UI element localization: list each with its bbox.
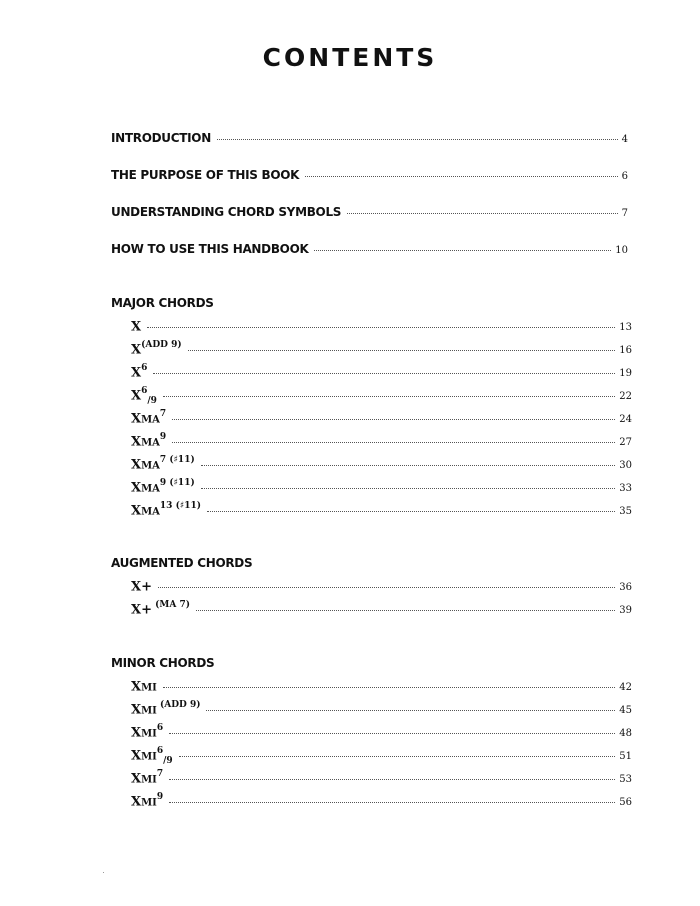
toc-entry-page: 24 (619, 414, 632, 426)
toc-entry-chord[interactable] (131, 793, 632, 809)
chord-symbol: $XMA^{7 (♯11)}$ (131, 455, 195, 473)
dot-leader (179, 756, 616, 757)
dot-leader (163, 396, 615, 397)
toc-entry-chord[interactable] (131, 678, 632, 694)
toc-entry-page: 48 (619, 728, 632, 740)
section-heading-augmented: AUGMENTED CHORDS (111, 556, 253, 570)
toc-entry-page: 19 (619, 368, 632, 380)
toc-entry-chord[interactable] (131, 502, 632, 518)
toc-entry-page: 51 (619, 751, 632, 763)
toc-entry-chord[interactable] (131, 724, 632, 740)
toc-entry-page: 22 (619, 391, 632, 403)
dot-leader (172, 419, 615, 420)
dot-leader (314, 250, 611, 251)
toc-entry-page: 7 (621, 208, 628, 219)
toc-entry-chord[interactable] (131, 747, 632, 766)
page-title: CONTENTS (262, 43, 438, 72)
chord-symbol: X+ $^{(MA 7)}$ (131, 600, 190, 618)
dot-leader (305, 176, 617, 177)
toc-entry-how-to-use[interactable] (111, 242, 628, 256)
toc-entry-purpose[interactable] (111, 168, 628, 182)
chord-symbol: XMI$^9$ (131, 792, 164, 810)
dot-leader (163, 687, 615, 688)
toc-entry-page: 42 (619, 682, 632, 694)
toc-entry-label: HOW TO USE THIS HANDBOOK (111, 242, 309, 256)
dot-leader (169, 779, 615, 780)
toc-entry-chord[interactable] (131, 701, 632, 717)
toc-entry-chord[interactable] (131, 456, 632, 472)
toc-entry-chord[interactable] (131, 479, 632, 495)
toc-entry-chord[interactable] (131, 770, 632, 786)
dot-leader (201, 488, 616, 489)
chord-symbol: XMA$^9$ (131, 432, 167, 450)
dot-leader (201, 465, 616, 466)
dot-leader (169, 802, 615, 803)
toc-entry-chord[interactable] (131, 578, 632, 594)
chord-symbol: $X^6_{/9}$ (131, 386, 157, 406)
toc-entry-page: 53 (619, 774, 632, 786)
toc-entry-page: 10 (615, 245, 628, 256)
section-heading-minor: MINOR CHORDS (111, 656, 215, 670)
toc-entry-label: INTRODUCTION (111, 131, 211, 145)
toc-entry-introduction[interactable] (111, 131, 628, 145)
dot-leader (217, 139, 618, 140)
toc-entry-page: 6 (621, 171, 628, 182)
toc-entry-page: 4 (621, 134, 628, 145)
chord-symbol: $XMI^6_{/9}$ (131, 746, 173, 766)
chord-symbol: $X^{(ADD 9)}$ (131, 340, 182, 358)
chord-symbol: XMI $^{(ADD 9)}$ (131, 700, 201, 718)
dot-leader (206, 710, 615, 711)
dot-leader (158, 587, 615, 588)
chord-symbol: X (131, 319, 142, 335)
toc-entry-page: 13 (619, 322, 632, 334)
section-heading-major: MAJOR CHORDS (111, 296, 214, 310)
toc-entry-chord[interactable] (131, 433, 632, 449)
toc-entry-chord[interactable] (131, 410, 632, 426)
dot-leader (172, 442, 615, 443)
toc-entry-page: 56 (619, 797, 632, 809)
chord-symbol: $X^6$ (131, 363, 148, 381)
chord-symbol: X+ (131, 579, 152, 595)
dot-leader (347, 213, 617, 214)
toc-entry-page: 36 (619, 582, 632, 594)
toc-entry-page: 33 (619, 483, 632, 495)
toc-entry-page: 27 (619, 437, 632, 449)
chord-symbol: XMA$^7$ (131, 409, 167, 427)
toc-entry-chord[interactable] (131, 318, 632, 334)
toc-entry-page: 35 (619, 506, 632, 518)
chord-symbol: XMI$^6$ (131, 723, 164, 741)
dot-leader (153, 373, 615, 374)
chord-symbol: $XMA^{13 (♯11)}$ (131, 501, 201, 519)
dot-leader (147, 327, 615, 328)
toc-entry-page: 45 (619, 705, 632, 717)
toc-entry-page: 30 (619, 460, 632, 472)
toc-entry-understanding[interactable] (111, 205, 628, 219)
chord-symbol: XMI$^7$ (131, 769, 164, 787)
toc-entry-label: UNDERSTANDING CHORD SYMBOLS (111, 205, 342, 219)
toc-entry-chord[interactable] (131, 387, 632, 406)
scan-speck (103, 872, 104, 873)
dot-leader (169, 733, 615, 734)
chord-symbol: $XMA^{9 (♯11)}$ (131, 478, 195, 496)
dot-leader (196, 610, 615, 611)
toc-entry-page: 16 (619, 345, 632, 357)
toc-entry-chord[interactable] (131, 364, 632, 380)
toc-entry-label: THE PURPOSE OF THIS BOOK (111, 168, 300, 182)
dot-leader (207, 511, 615, 512)
toc-entry-page: 39 (619, 605, 632, 617)
dot-leader (188, 350, 616, 351)
toc-entry-chord[interactable] (131, 341, 632, 357)
toc-entry-chord[interactable] (131, 601, 632, 617)
chord-symbol: XMI (131, 679, 157, 695)
